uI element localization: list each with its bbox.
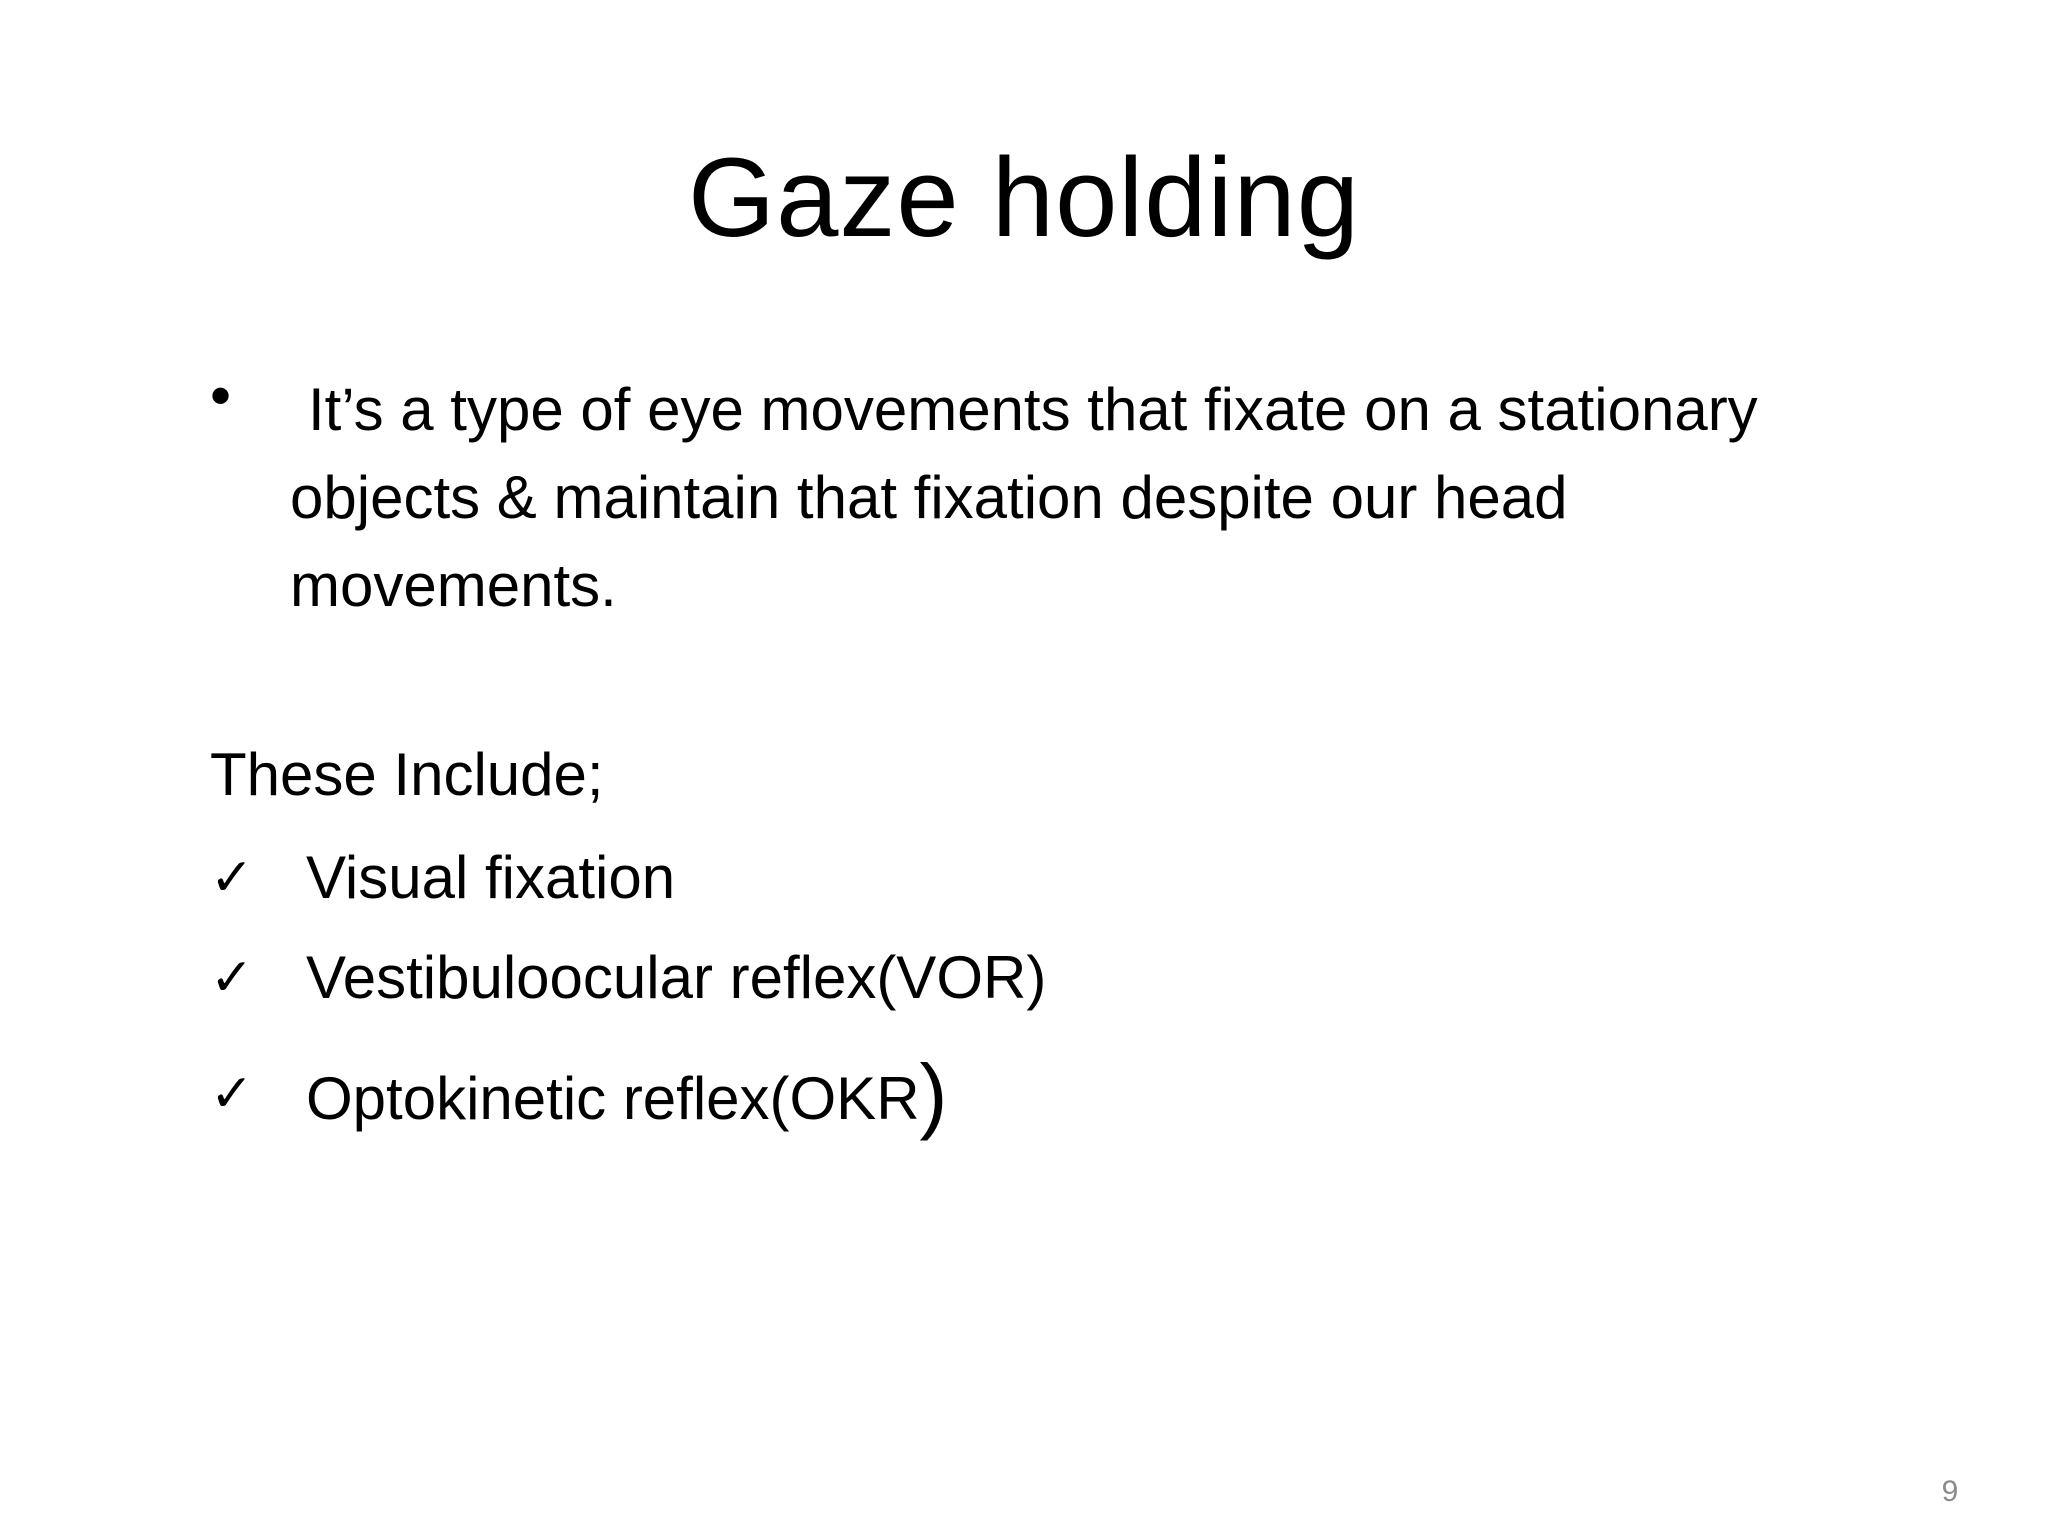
checklist-item-label: Vestibuloocular reflex(VOR) — [306, 944, 1047, 1011]
slide-title: Gaze holding — [687, 135, 1361, 260]
bullet-paragraph — [210, 362, 1890, 630]
list-heading: These Include; — [210, 741, 604, 808]
checklist-item — [210, 828, 1610, 928]
checkmark-icon: ✓ — [210, 848, 254, 908]
closing-parenthesis: ) — [919, 1047, 948, 1141]
checklist-item — [210, 1044, 1610, 1144]
page-number: 9 — [1941, 1475, 1959, 1508]
checkmark-icon: ✓ — [210, 1064, 254, 1124]
checklist-item-label: Visual fixation — [306, 844, 676, 911]
checklist-item-label: Optokinetic reflex(OKR — [306, 1065, 920, 1132]
checklist-item-label-wrapper — [306, 1044, 948, 1149]
checklist-item — [210, 928, 1610, 1028]
bullet-text: It’s a type of eye movements that fixate on a stationary objects & maintain that fixation despite our head movements. — [290, 376, 1758, 619]
bullet-marker: • — [210, 362, 232, 429]
checklist — [210, 828, 1610, 1144]
checkmark-icon: ✓ — [210, 948, 254, 1008]
